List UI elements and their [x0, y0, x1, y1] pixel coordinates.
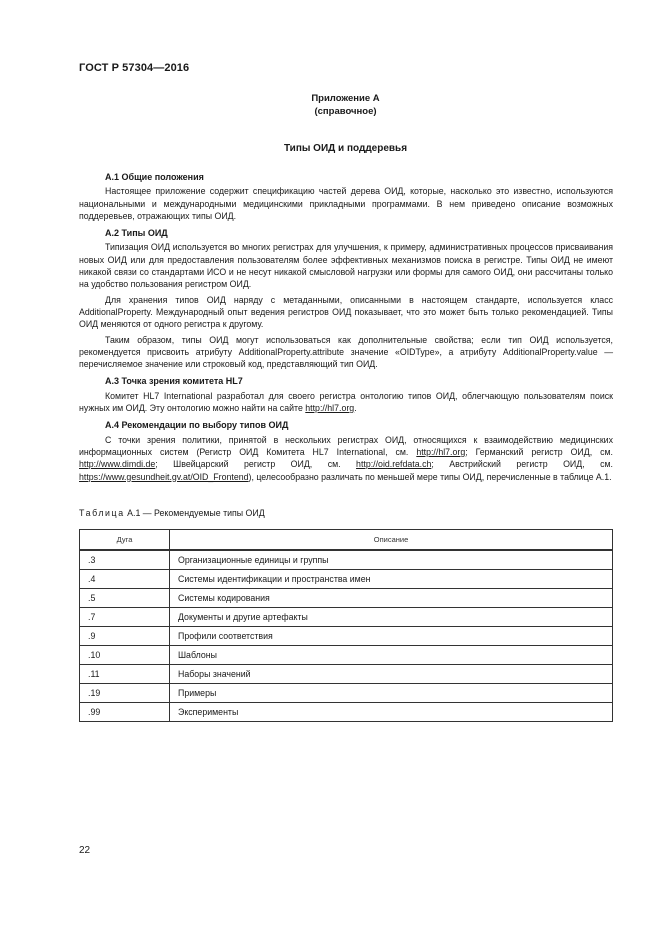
section-a4-text-b: ; Германский регистр ОИД, см. — [465, 446, 613, 457]
section-a2-paragraph-2: Для хранения типов ОИД наряду с метаданными, описанными в настоящем стандарте, используется класс AdditionalProperty. Международный опыт ведения регистров ОИД показывает, что это может быть только рекомендацией. Типы ОИД меняются от одного регистра к другому. — [79, 294, 613, 330]
description-cell: Шаблоны — [170, 646, 613, 665]
section-a4-title: А.4 Рекомендации по выбору типов ОИД — [105, 420, 289, 431]
description-cell: Документы и другие артефакты — [170, 608, 613, 627]
section-a2-paragraph-1: Типизация ОИД используется во многих регистрах для улучшения, к примеру, административных процессов присваивания новых ОИД или для предоставления пользователям более эффективных механизмов поиска в регистре. Типы ОИД не имеют никакой связи со стандартами ИСО и не несут никакой смысловой нагрузки или формы для самого ОИД, они рассчитаны только на удобство пользования регистром ОИД. — [79, 242, 613, 290]
arc-cell: .10 — [80, 646, 170, 665]
gesundheit-link[interactable]: https://www.gesundheit.gv.at/OID_Frontend — [79, 471, 249, 482]
arc-cell: .3 — [80, 550, 170, 570]
section-a4-text-d: ; Австрийский регистр ОИД, см. — [431, 459, 613, 470]
table-caption — [79, 508, 265, 518]
arc-cell: .99 — [80, 703, 170, 722]
table-row — [80, 665, 613, 684]
page-number: 22 — [79, 845, 91, 856]
section-a2-paragraph-3: Таким образом, типы ОИД могут использоваться как дополнительные свойства; если тип ОИД используется, рекомендуется присвоить атрибуту AdditionalProperty.attribute значение «OIDType», а атрибуту AdditionalProperty.value — перечисляемое значение или строковый код, представляющий тип ОИД. — [79, 334, 613, 370]
description-cell: Наборы значений — [170, 665, 613, 684]
arc-cell: .19 — [80, 684, 170, 703]
table-row — [80, 550, 613, 570]
appendix-label: Приложение А — [311, 93, 380, 104]
appendix-title: Типы ОИД и поддеревья — [283, 143, 408, 154]
section-a3-title: А.3 Точка зрения комитета HL7 — [105, 376, 243, 387]
table-caption-text: А.1 — Рекомендуемые типы ОИД — [124, 508, 265, 518]
table-row — [80, 646, 613, 665]
section-a1-paragraph: Настоящее приложение содержит спецификацию частей дерева ОИД, которые, насколько это известно, используются национальными и международными медицинскими прикладными программами. В нем приведено описание возможных поддеревьев, отражающих типы ОИД. — [79, 186, 613, 221]
description-cell: Организационные единицы и группы — [170, 550, 613, 570]
description-cell: Системы идентификации и пространства имен — [170, 570, 613, 589]
table-row — [80, 608, 613, 627]
section-a1-title: А.1 Общие положения — [105, 172, 204, 182]
section-a3-paragraph — [79, 390, 613, 415]
dimdi-link[interactable]: http://www.dimdi.de — [79, 459, 156, 470]
description-cell: Эксперименты — [170, 703, 613, 722]
appendix-type: (справочное) — [314, 106, 377, 117]
column-header-description: Описание — [170, 530, 613, 551]
section-a3-text-end: . — [354, 403, 357, 414]
description-cell: Профили соответствия — [170, 627, 613, 646]
section-a4-paragraph — [79, 434, 613, 483]
table-row — [80, 627, 613, 646]
section-a4-text-a: С точки зрения политики, принятой в нескольких регистрах ОИД, относящихся к взаимодействию медицинских информационных систем (Регистр ОИД Комитета HL7 International, см. — [79, 434, 613, 457]
appendix-heading — [0, 92, 661, 118]
table-row — [80, 684, 613, 703]
description-cell: Примеры — [170, 684, 613, 703]
section-a2-title: А.2 Типы ОИД — [105, 228, 168, 239]
description-cell: Системы кодирования — [170, 589, 613, 608]
arc-cell: .9 — [80, 627, 170, 646]
section-a4-text-e: ), целесообразно различать по меньшей мере типы ОИД, перечисленные в таблице А.1. — [248, 471, 612, 482]
arc-cell: .4 — [80, 570, 170, 589]
arc-cell: .7 — [80, 608, 170, 627]
refdata-link[interactable]: http://oid.refdata.ch — [356, 459, 432, 470]
table-caption-label: Таблица — [79, 508, 125, 518]
section-a3-text: Комитет HL7 International разработал для своего регистра онтологию типов ОИД, облегчающую пользователям поиск нужных им ОИД. Эту онтологию можно найти на сайте — [79, 390, 613, 414]
table-row — [80, 570, 613, 589]
arc-cell: .11 — [80, 665, 170, 684]
standard-header: ГОСТ Р 57304—2016 — [79, 62, 190, 74]
hl7-registry-link[interactable]: http://hl7.org — [416, 446, 466, 457]
table-header-row — [80, 530, 613, 551]
table-row — [80, 589, 613, 608]
section-a4-text-c: ; Швейцарский регистр ОИД, см. — [155, 459, 357, 470]
arc-cell: .5 — [80, 589, 170, 608]
appendix-body — [79, 166, 613, 486]
column-header-arc: Дуга — [80, 530, 170, 551]
table-row — [80, 703, 613, 722]
hl7-link[interactable]: http://hl7.org — [305, 403, 355, 414]
oid-types-table — [79, 529, 613, 722]
